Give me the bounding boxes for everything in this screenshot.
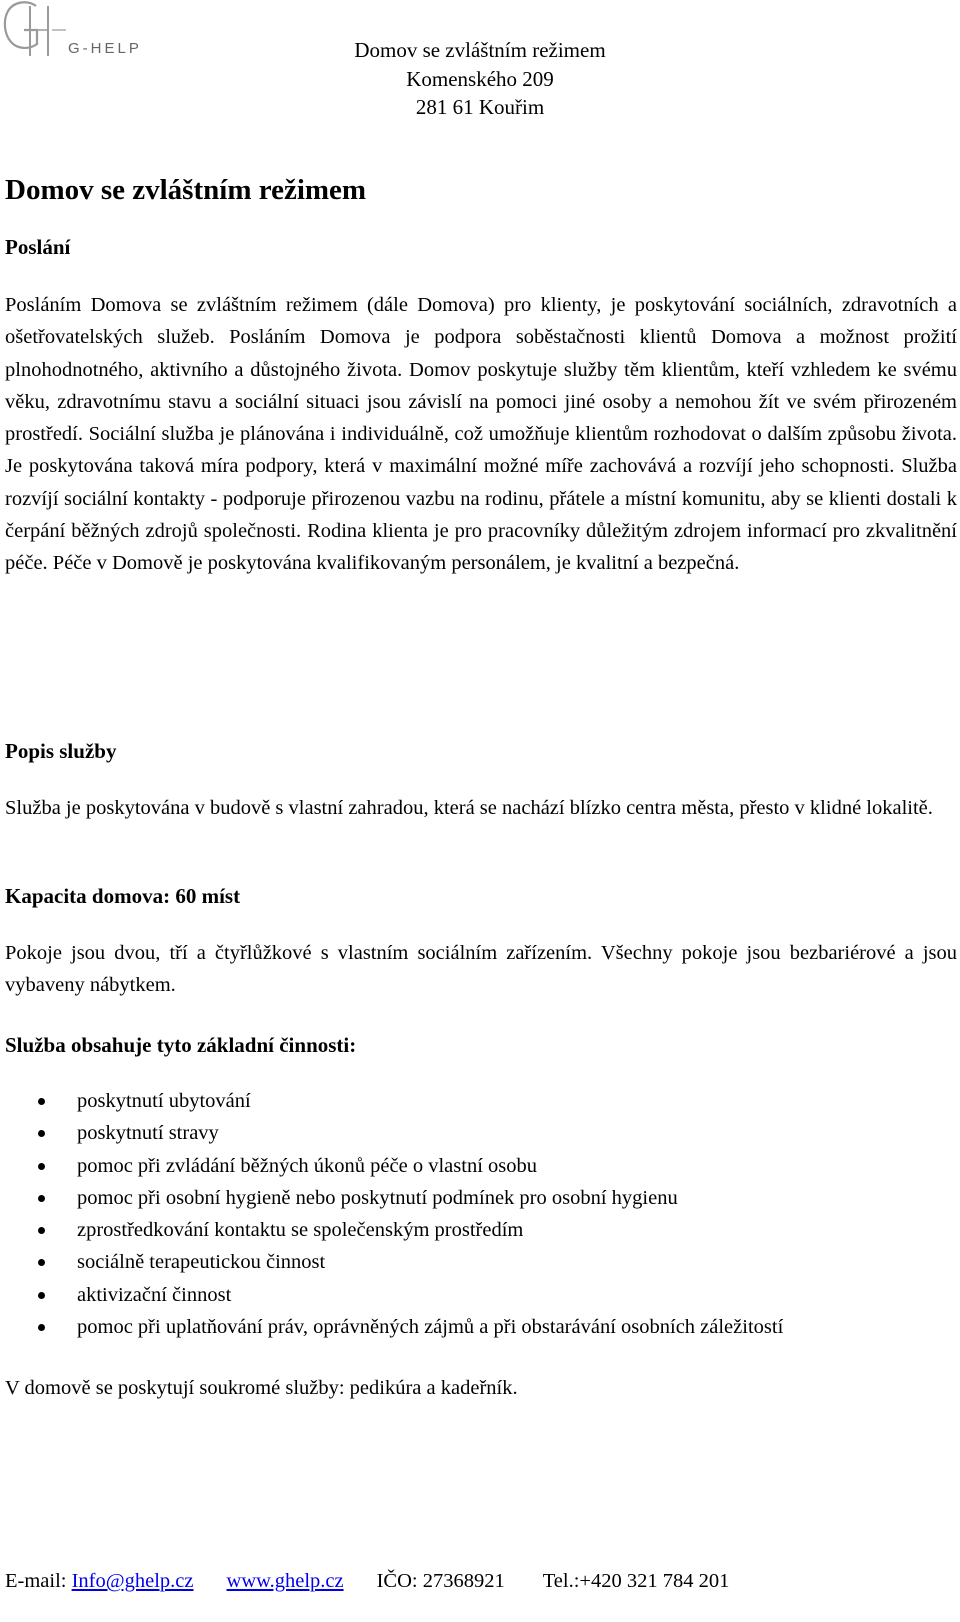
popis-paragraph: Služba je poskytována v budově s vlastní zahradou, která se nachází blízko centra města, přesto v klidné lokalitě. (5, 797, 933, 819)
address-line-street: Komenského 209 (406, 66, 554, 91)
bullet-icon (38, 1130, 45, 1137)
footer-ico: IČO: 27368921 (376, 1570, 505, 1592)
heading-cinnosti: Služba obsahuje tyto základní činnosti: (5, 1033, 357, 1057)
company-logo (2, 0, 182, 60)
heading-kapacita: Kapacita domova: 60 míst (5, 884, 241, 908)
bullet-icon (38, 1195, 45, 1202)
header-address (250, 36, 710, 122)
soukrome-sluzby-note: V domově se poskytují soukromé služby: pedikúra a kadeřník. (5, 1377, 518, 1399)
bullet-icon (38, 1163, 45, 1170)
footer-web-link[interactable]: www.ghelp.cz (226, 1570, 344, 1592)
footer-phone: Tel.:+420 321 784 201 (542, 1570, 730, 1592)
list-item: sociálně terapeutickou činnost (0, 1246, 783, 1278)
bullet-icon (38, 1227, 45, 1234)
address-line-name: Domov se zvláštním režimem (354, 38, 606, 62)
list-item: poskytnutí stravy (0, 1117, 783, 1149)
poslani-paragraph: Posláním Domova se zvláštním režimem (dále Domova) pro klienty, je poskytování sociálních, zdravotních a ošetřovatelských služeb. Posláním Domova je podpora soběstačnosti klientů Domova a možnost prožití plnohodnotného, aktivního a důstojného života. Domov poskytuje služby těm klientům, kteří vzhledem ke svému věku, zdravotnímu stavu a sociální situaci jsou závislí na pomoci jiné osoby a nemohou žít ve svém přirozeném prostředí. Sociální služba je plánována i individuálně, což umožňuje klientům rozhodovat o dalším způsobu života. Je poskytována taková míra podpory, která v maximální možné míře zachovává a rozvíjí jeho schopnosti. Služba rozvíjí sociální kontakty - podporuje přirozenou vazbu na rodinu, přátele a místní komunitu, aby se klienti dostali k čerpání běžných zdrojů společnosti. Rodina klienta je pro pracovníky důležitým zdrojem informací pro zkvalitnění péče. Péče v Domově je poskytována kvalifikovaným personálem, je kvalitní a bezpečná. (5, 294, 957, 575)
footer-contact (5, 1570, 729, 1593)
heading-popis-sluzby: Popis služby (5, 739, 117, 763)
kapacita-paragraph: Pokoje jsou dvou, tří a čtyřlůžkové s vlastním sociálním zařízením. Všechny pokoje jsou bezbariérové a jsou vybaveny nábytkem. (5, 942, 957, 997)
list-item: pomoc při zvládání běžných úkonů péče o vlastní osobu (0, 1150, 783, 1182)
address-line-city: 281 61 Kouřim (415, 95, 545, 119)
bullet-icon (38, 1259, 45, 1266)
list-item: pomoc při osobní hygieně nebo poskytnutí podmínek pro osobní hygienu (0, 1182, 783, 1214)
list-item: poskytnutí ubytování (0, 1085, 783, 1117)
services-list (0, 1085, 783, 1343)
footer-email-link[interactable]: Info@ghelp.cz (71, 1570, 194, 1592)
bullet-icon (38, 1098, 45, 1105)
footer-email-label: E-mail: (5, 1570, 72, 1592)
page-title: Domov se zvláštním režimem (5, 174, 367, 206)
bullet-icon (38, 1324, 45, 1331)
bullet-icon (38, 1292, 45, 1299)
list-item: aktivizační činnost (0, 1279, 783, 1311)
list-item: zprostředkování kontaktu se společenským prostředím (0, 1214, 783, 1246)
heading-poslani: Poslání (5, 235, 71, 259)
list-item: pomoc při uplatňování práv, oprávněných zájmů a při obstarávání osobních záležitostí (0, 1311, 783, 1343)
logo-brand-text: G-HELP (68, 40, 142, 57)
